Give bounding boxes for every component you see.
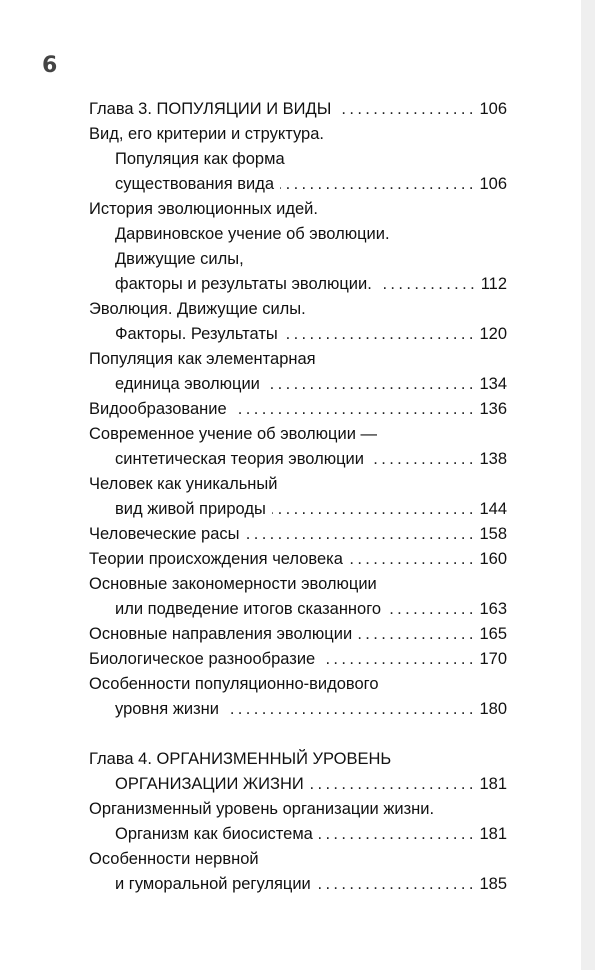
toc-entry (89, 622, 507, 647)
toc-entry-title: или подведение итогов сказанного (115, 600, 382, 618)
toc-entry (89, 222, 507, 247)
toc-entry (89, 872, 507, 897)
toc-entry-title: Факторы. Результаты (115, 325, 278, 343)
toc-entry-page-number: 160 (479, 550, 507, 568)
toc-entry-page-number: 165 (479, 625, 507, 643)
toc-entry (89, 547, 507, 572)
dot-leader (378, 272, 475, 297)
toc-entry-page-number: 112 (480, 275, 507, 293)
toc-entry (89, 172, 507, 197)
dot-leader (370, 447, 473, 472)
dot-leader (319, 822, 474, 847)
toc-entry-title: факторы и результаты эволюции. (115, 275, 372, 293)
toc-entry (89, 122, 507, 147)
toc-entry-title: Движущие силы, (115, 250, 244, 268)
dot-leader (233, 397, 474, 422)
toc-entry-title: и гуморальной регуляции (115, 875, 311, 893)
toc-entry-page-number: 144 (479, 500, 507, 518)
toc-entry (89, 772, 507, 797)
toc-entry-title: синтетическая теория эволюции (115, 450, 364, 468)
toc-entry-title: Теории происхождения человека (89, 550, 343, 568)
toc-entry (89, 97, 507, 122)
toc-entry (89, 447, 507, 472)
toc-entry-title: Популяция как элементарная (89, 350, 316, 368)
toc-entry-title: Основные закономерности эволюции (89, 575, 377, 593)
toc-entry (89, 322, 507, 347)
toc-entry-title: Эволюция. Движущие силы. (89, 300, 306, 318)
toc-entry-title: Особенности нервной (89, 850, 259, 868)
dot-leader (284, 322, 474, 347)
dot-leader (310, 772, 474, 797)
dot-leader (321, 647, 473, 672)
toc-entry (89, 597, 507, 622)
toc-entry-page-number: 158 (479, 525, 507, 543)
toc-entry (89, 522, 507, 547)
dot-leader (225, 697, 474, 722)
toc-entry (89, 747, 507, 772)
dot-leader (349, 547, 474, 572)
toc-entry-page-number: 181 (479, 825, 507, 843)
toc-entry (89, 347, 507, 372)
dot-leader (266, 372, 474, 397)
toc-entry-page-number: 185 (479, 875, 507, 893)
toc-entry (89, 697, 507, 722)
dot-leader (317, 872, 474, 897)
toc-entry-title: Глава 4. ОРГАНИЗМЕННЫЙ УРОВЕНЬ (89, 750, 392, 768)
page-number: 6 (42, 53, 58, 78)
toc-entry-title: существования вида (115, 175, 275, 193)
toc-entry-title: Организменный уровень организации жизни. (89, 800, 435, 818)
toc-entry-page-number: 134 (479, 375, 507, 393)
toc-entry-page-number: 106 (479, 175, 507, 193)
toc-entry (89, 572, 507, 597)
toc-entry-page-number: 163 (479, 600, 507, 618)
toc-entry (89, 147, 507, 172)
dot-leader (358, 622, 473, 647)
toc-entry-page-number: 180 (479, 700, 507, 718)
toc-entry (89, 247, 507, 272)
toc-entry (89, 197, 507, 222)
toc-entry (89, 672, 507, 697)
toc-entry-title: Человеческие расы (89, 525, 240, 543)
page-edge-shadow (581, 0, 595, 970)
toc-entry (89, 397, 507, 422)
dot-leader (387, 597, 473, 622)
dot-leader (272, 497, 474, 522)
toc-entry-page-number: 181 (479, 775, 507, 793)
toc-entry (89, 822, 507, 847)
toc-entry-title: вид живой природы (115, 500, 266, 518)
toc-entry-title: Видообразование (89, 400, 227, 418)
toc-entry-title: ОРГАНИЗАЦИИ ЖИЗНИ (115, 775, 304, 793)
toc-entry-title: Основные направления эволюции (89, 625, 353, 643)
toc-entry (89, 422, 507, 447)
toc-entry-page-number: 138 (479, 450, 507, 468)
toc-entry (89, 647, 507, 672)
toc-entry (89, 847, 507, 872)
toc-entry-title: Популяция как форма (115, 150, 285, 168)
toc-entry-page-number: 120 (479, 325, 507, 343)
table-of-contents (89, 97, 507, 897)
toc-entry-title: Дарвиновское учение об эволюции. (115, 225, 390, 243)
toc-entry-page-number: 136 (479, 400, 507, 418)
toc-entry-title: Человек как уникальный (89, 475, 278, 493)
toc-entry (89, 297, 507, 322)
dot-leader (246, 522, 474, 547)
toc-entry (89, 497, 507, 522)
toc-entry-title: Вид, его критерии и структура. (89, 125, 324, 143)
toc-entry (89, 272, 507, 297)
dot-leader (337, 97, 473, 122)
toc-entry-title: Особенности популяционно-видового (89, 675, 379, 693)
toc-entry-page-number: 170 (479, 650, 507, 668)
toc-entry-title: Современное учение об эволюции — (89, 425, 378, 443)
toc-entry-title: единица эволюции (115, 375, 260, 393)
dot-leader (280, 172, 473, 197)
toc-entry-title: уровня жизни (115, 700, 219, 718)
toc-entry-page-number: 106 (479, 100, 507, 118)
toc-entry (89, 472, 507, 497)
toc-entry-title: Глава 3. ПОПУЛЯЦИИ И ВИДЫ (89, 100, 332, 118)
toc-entry-title: История эволюционных идей. (89, 200, 318, 218)
toc-entry-title: Организм как биосистема (115, 825, 313, 843)
toc-entry (89, 797, 507, 822)
toc-entry (89, 372, 507, 397)
toc-entry-title: Биологическое разнообразие (89, 650, 316, 668)
